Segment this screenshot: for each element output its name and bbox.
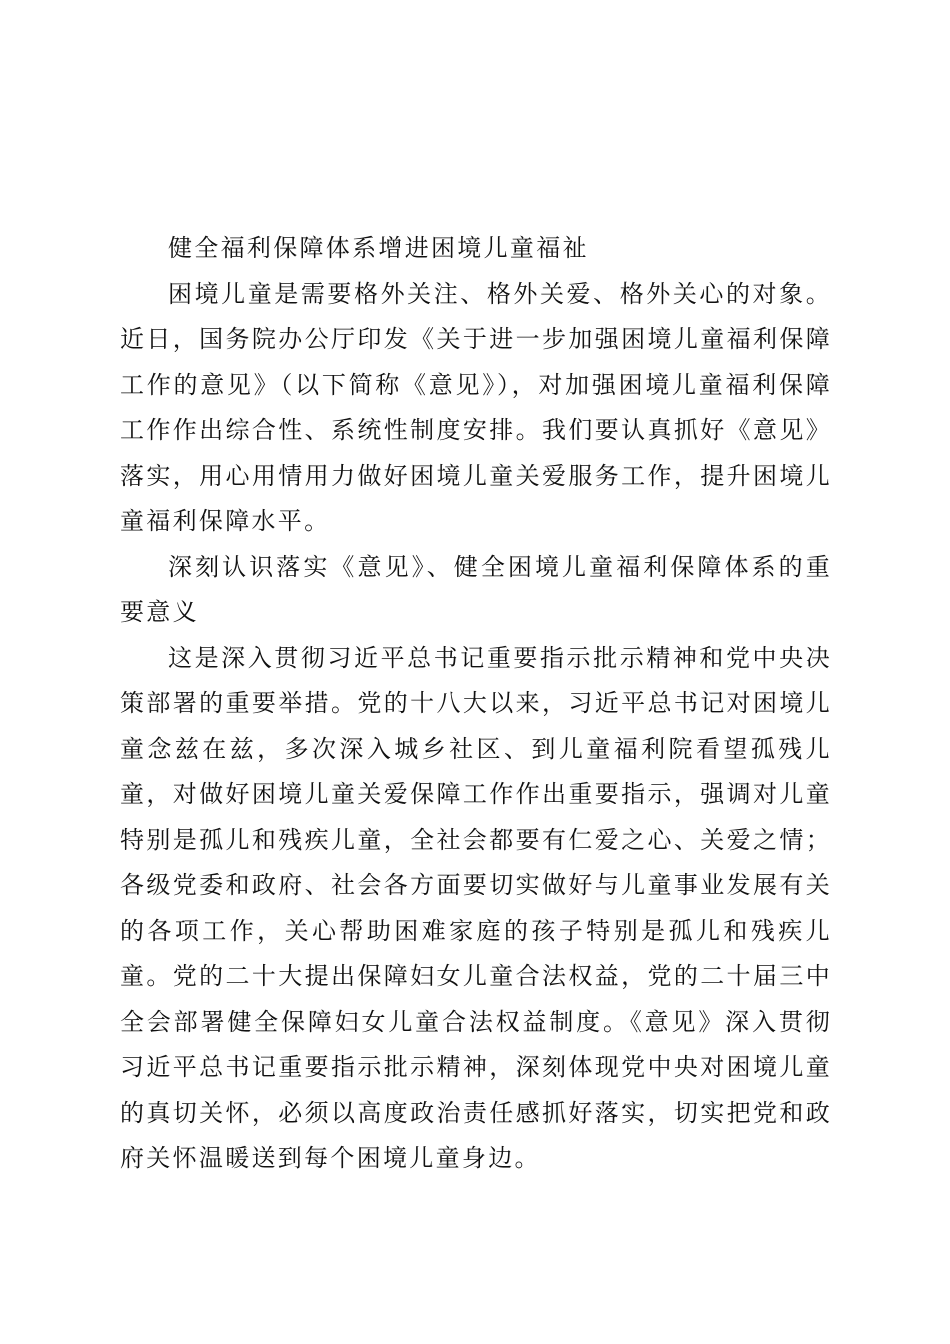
document-body bbox=[120, 226, 832, 1182]
paragraph-intro: 困境儿童是需要格外关注、格外关爱、格外关心的对象。近日，国务院办公厅印发《关于进一步加强困境儿童福利保障工作的意见》（以下简称《意见》），对加强困境儿童福利保障工作作出综合性、系统性制度安排。我们要认真抓好《意见》落实，用心用情用力做好困境儿童关爱服务工作，提升困境儿童福利保障水平。 bbox=[120, 279, 832, 535]
document-title: 健全福利保障体系增进困境儿童福祉 bbox=[168, 234, 589, 262]
paragraph-body: 这是深入贯彻习近平总书记重要指示批示精神和党中央决策部署的重要举措。党的十八大以来，习近平总书记对困境儿童念兹在兹，多次深入城乡社区、到儿童福利院看望孤残儿童，对做好困境儿童关爱保障工作作出重要指示，强调对儿童特别是孤儿和残疾儿童，全社会都要有仁爱之心、关爱之情；各级党委和政府、社会各方面要切实做好与儿童事业发展有关的各项工作，关心帮助困难家庭的孩子特别是孤儿和残疾儿童。党的二十大提出保障妇女儿童合法权益，党的二十届三中全会部署健全保障妇女儿童合法权益制度。《意见》深入贯彻习近平总书记重要指示批示精神，深刻体现党中央对困境儿童的真切关怀，必须以高度政治责任感抓好落实，切实把党和政府关怀温暖送到每个困境儿童身边。 bbox=[120, 643, 832, 1172]
section-heading: 深刻认识落实《意见》、健全困境儿童福利保障体系的重要意义 bbox=[120, 552, 832, 626]
